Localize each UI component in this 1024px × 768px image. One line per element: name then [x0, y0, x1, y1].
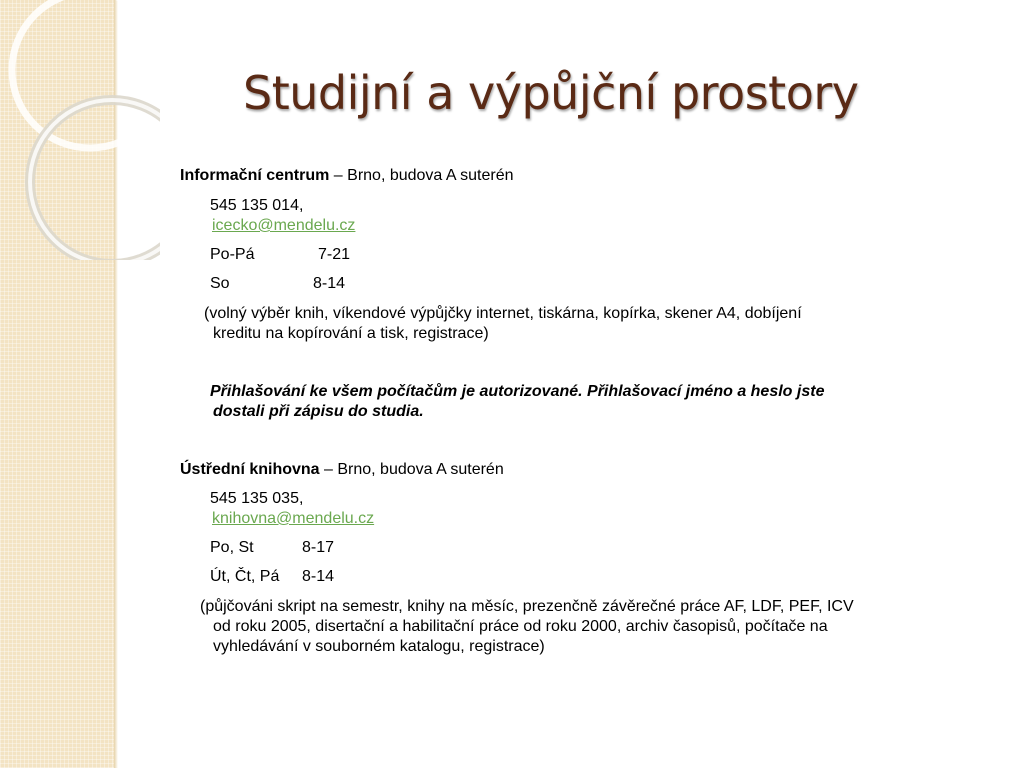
library-email-line: [212, 509, 374, 529]
hours-days: So: [210, 275, 230, 292]
library-location: – Brno, budova A suterén: [319, 461, 504, 478]
hours-days: Po-Pá: [210, 246, 255, 263]
library-heading: [180, 460, 504, 480]
hours-time: 8-14: [313, 275, 346, 292]
hours-time: 8-17: [302, 539, 335, 556]
hours-days: Út, Čt, Pá: [210, 568, 280, 585]
info-center-hours-saturday: [210, 274, 345, 294]
library-email-link[interactable]: knihovna@mendelu.cz: [212, 510, 375, 527]
library-services-3: vyhledávání v souborném katalogu, registrace): [213, 638, 545, 655]
hours-days: Po, St: [210, 539, 254, 556]
library-services-1: (půjčováni skript na semestr, knihy na měsíc, prezenčně závěrečné práce AF, LDF, PEF, ICV: [200, 598, 854, 615]
info-center-heading: [180, 166, 514, 186]
hours-time: 7-21: [318, 246, 351, 263]
info-center-location: – Brno, budova A suterén: [329, 167, 514, 184]
slide-title: Studijní a výpůjční prostory: [243, 66, 859, 120]
info-center-services-1: (volný výběr knih, víkendové výpůjčky internet, tiskárna, kopírka, skener A4, dobíjení: [204, 305, 802, 322]
info-center-hours-weekday: [210, 245, 350, 265]
library-hours-1: [210, 538, 334, 558]
library-name: Ústřední knihovna: [180, 461, 320, 478]
login-note-2: dostali při zápisu do studia.: [213, 403, 424, 420]
info-center-services-2: kreditu na kopírování a tisk, registrace): [213, 325, 489, 342]
info-center-email-line: [212, 216, 355, 236]
library-services-2: od roku 2005, disertační a habilitační práce od roku 2000, archiv časopisů, počítače na: [213, 618, 828, 635]
hours-time: 8-14: [302, 568, 335, 585]
decorative-circles: [0, 0, 160, 260]
library-hours-2: [210, 567, 334, 587]
info-center-phone: 545 135 014,: [210, 197, 304, 214]
login-note-1: Přihlašování ke všem počítačům je autorizované. Přihlašovací jméno a heslo jste: [210, 383, 825, 400]
library-phone: 545 135 035,: [210, 490, 304, 507]
info-center-name: Informační centrum: [180, 167, 330, 184]
info-center-email-link[interactable]: icecko@mendelu.cz: [212, 217, 356, 234]
